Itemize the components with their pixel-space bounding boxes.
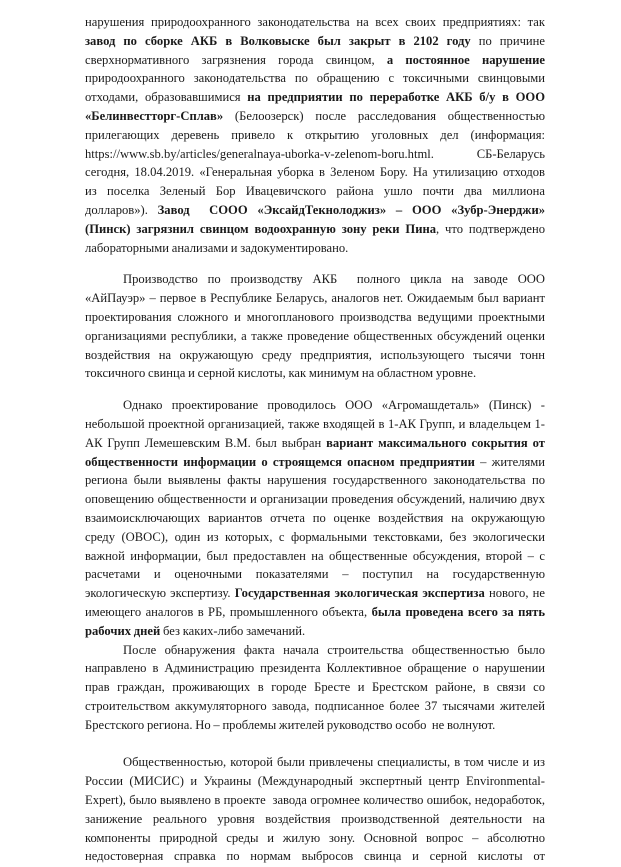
- text-run: расчетами и оценочными показателями – поступил на государственную: [85, 567, 545, 582]
- text-run: небольшой проектной организацией, также входящей в 1-АК Групп, и владельцем 1-: [85, 416, 545, 431]
- text-run: занижение реального уровня воздействия производственной деятельности на: [85, 811, 545, 826]
- para-enterprise-violations: [85, 13, 545, 257]
- text-run: важной информации, был предоставлен на общественные обсуждения, второй – с: [85, 548, 545, 563]
- text-run: , что подтверждено: [436, 221, 545, 236]
- text-line: [85, 163, 545, 182]
- text-run: Производство по производству АКБ полного цикла на заводе ООО: [123, 272, 545, 287]
- text-line: [85, 471, 545, 490]
- text-run: нового, не: [484, 586, 545, 601]
- text-run: Expert), было выявлено в проекте завода огромнее количество ошибок, недоработок,: [85, 793, 545, 808]
- text-run: – жителями: [474, 454, 545, 469]
- text-line: [85, 490, 545, 509]
- text-line: [85, 772, 545, 791]
- text-run: Однако проектирование проводилось ООО «Агромашдеталь» (Пинск) -: [123, 398, 545, 413]
- text-line: [85, 829, 545, 848]
- text-line: [85, 847, 545, 866]
- text-run: из поселка Зеленый Бор Ивацевичского района ушло почти два миллиона: [85, 184, 545, 199]
- text-line: [85, 791, 545, 810]
- text-line: [85, 603, 545, 622]
- text-run: токсичного свинца и серной кислоты, как минимум на областном уровне.: [85, 366, 477, 381]
- text-run: организациями республики, а также проведение общественных обсуждений оценки: [85, 328, 545, 343]
- text-run: прав граждан, проживающих в городе Бресте и Брестском районе, в связи со: [85, 680, 545, 695]
- text-run: Брестского региона. Но – проблемы жителей руководство особо не волнуют.: [85, 717, 496, 732]
- text-line: [85, 145, 545, 164]
- text-run: (Пинск) загрязнил свинцом водоохранную зону реки Пина: [85, 221, 437, 236]
- text-run: «АйПауэр» – первое в Республике Беларусь, аналогов нет. Ожидаемым был вариант: [85, 291, 545, 306]
- text-content: [85, 13, 545, 866]
- text-run: а постоянное нарушение: [386, 52, 545, 67]
- text-run: завод по сборке АКБ в Волковыске был закрыт в 2102 году: [85, 33, 471, 48]
- text-run: вариант максимального сокрытия от: [326, 435, 545, 450]
- text-run: недостоверная справка по нормам выбросов свинца и серной кислоты от: [85, 849, 545, 864]
- text-line: [85, 289, 545, 308]
- text-run: была проведена всего за пять: [371, 604, 545, 619]
- text-line: [85, 415, 545, 434]
- text-run: без каких-либо замечаний.: [160, 623, 306, 638]
- text-line: [85, 51, 545, 70]
- text-line: [85, 622, 545, 641]
- url-text: https://www.sb.by/articles/generalnaya-uborka-v-zelenom-boru.html. СБ-Беларусь: [85, 146, 545, 161]
- text-line: [85, 239, 545, 258]
- text-run: (Белоозерск) после расследования общественностью: [223, 108, 545, 123]
- text-run: оповещению общественности и организации проведения обсуждений, наличию двух: [85, 492, 545, 507]
- text-line: [85, 697, 545, 716]
- text-line: [85, 716, 545, 735]
- text-line: [85, 547, 545, 566]
- text-run: на предприятии по переработке АКБ б/у в ООО: [247, 90, 545, 105]
- text-run: Общественностью, которой были привлечены специалисты, в том числе и из: [123, 755, 545, 770]
- text-line: [85, 327, 545, 346]
- text-line: [85, 13, 545, 32]
- text-line: [85, 364, 545, 383]
- text-line: [85, 182, 545, 201]
- para-aipower-production: [85, 270, 545, 383]
- text-line: [85, 107, 545, 126]
- text-run: сверхнормативного загрязнения города свинцом,: [85, 52, 387, 67]
- text-run: строительством аккумуляторного завода, подписанное более 37 тысячами жителей: [85, 698, 545, 713]
- text-run: имеющего аналогов в РБ, промышленного объекта,: [85, 604, 372, 619]
- text-line: [85, 270, 545, 289]
- text-line: [85, 584, 545, 603]
- text-run: среду (ОВОС), один из которых, с формальными текстовками, без экологически: [85, 529, 545, 544]
- text-line: [85, 678, 545, 697]
- text-run: по причине: [470, 33, 545, 48]
- text-run: долларов»).: [85, 202, 158, 217]
- text-run: региона были выявлены факты нарушения государственного законодательства по: [85, 473, 545, 488]
- text-run: прилегающих деревень привело к открытию уголовных дел (информация:: [85, 127, 545, 142]
- text-run: Завод СООО «ЭксайдТекнолоджиз» – ООО «Зубр-Энерджи»: [157, 202, 545, 217]
- text-line: [85, 528, 545, 547]
- text-line: [85, 396, 545, 415]
- text-line: [85, 565, 545, 584]
- para-design-concealment: [85, 396, 545, 640]
- text-run: После обнаружения факта начала строительства общественностью было: [123, 642, 545, 657]
- text-run: нарушения природоохранного законодательства на всех своих предприятиях: так: [85, 15, 545, 29]
- text-run: направлено в Администрацию президента Коллективное обращение о нарушении: [85, 661, 545, 676]
- para-expert-findings: [85, 753, 545, 866]
- text-run: «Белинвестторг-Сплав»: [85, 108, 224, 123]
- para-collective-appeal: [85, 641, 545, 735]
- text-run: проектирования сложного и многопланового производства ведущими проектными: [85, 309, 545, 324]
- text-line: [85, 753, 545, 772]
- text-line: [85, 346, 545, 365]
- text-line: [85, 453, 545, 472]
- text-run: России (МИСИС) и Украины (Международный экспертный центр Environmental-: [85, 774, 545, 789]
- text-line: [85, 69, 545, 88]
- text-run: экологическую экспертизу.: [85, 586, 235, 601]
- text-line: [85, 201, 545, 220]
- text-line: [85, 32, 545, 51]
- text-line: [85, 509, 545, 528]
- text-run: взаимоисключающих вариантов отчета по оценке воздействия на окружающую: [85, 510, 545, 525]
- text-run: общественности информации о строящемся опасном предприятии: [85, 454, 475, 469]
- text-run: Государственная экологическая экспертиза: [234, 586, 485, 601]
- text-run: воздействия на окружающую среду предприятия, использующего тысячи тонн: [85, 347, 545, 362]
- text-line: [85, 641, 545, 660]
- text-line: [85, 434, 545, 453]
- text-line: [85, 88, 545, 107]
- text-line: [85, 220, 545, 239]
- text-run: компоненты природной среды и жилую зону. Основной вопрос – абсолютно: [85, 830, 545, 845]
- text-run: сегодня, 18.04.2019. «Генеральная уборка в Зеленом Бору. На утилизацию отходов: [85, 165, 545, 180]
- text-run: природоохранного законодательства по обращению с токсичными свинцовыми: [85, 71, 545, 86]
- text-run: отходами, образовавшимися: [85, 90, 248, 105]
- text-run: рабочих дней: [85, 623, 161, 638]
- text-line: [85, 126, 545, 145]
- text-line: [85, 308, 545, 327]
- text-run: лабораторными анализами и задокументировано.: [85, 240, 349, 255]
- text-line: [85, 810, 545, 829]
- text-line: [85, 659, 545, 678]
- text-run: АК Групп Лемешевским В.М. был выбран: [85, 435, 327, 450]
